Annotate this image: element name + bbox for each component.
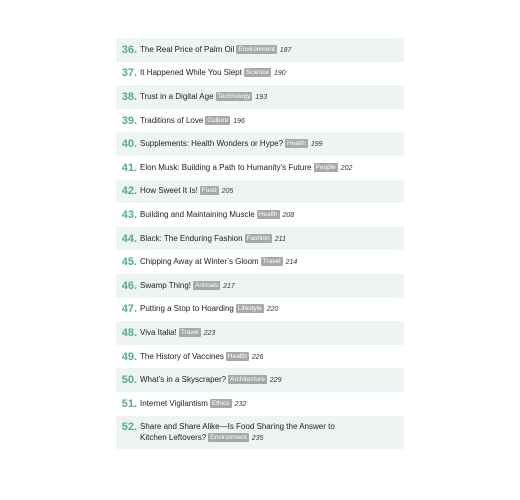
- page-number: 232: [234, 400, 247, 408]
- page-number: 223: [203, 329, 216, 337]
- page-number: 229: [269, 377, 282, 385]
- page-number: 187: [279, 46, 292, 54]
- entry-title: What’s in a Skyscraper?: [140, 375, 227, 385]
- entry-text: [140, 185, 233, 197]
- page-number: 208: [282, 211, 295, 219]
- entry-title: Swamp Thing!: [140, 280, 191, 290]
- category-tag: Science: [245, 69, 269, 77]
- entry-title: Share and Share Alike—Is Food Sharing the Answer to Kitchen Leftovers?: [140, 421, 335, 442]
- page-number: 190: [273, 70, 286, 78]
- page-number: 214: [285, 259, 298, 267]
- toc-entry[interactable]: [116, 392, 404, 416]
- toc-entry[interactable]: [116, 38, 404, 62]
- entry-title: Chipping Away at Winter’s Gloom: [140, 257, 259, 267]
- page-number: 220: [266, 306, 279, 314]
- toc-entry[interactable]: [116, 368, 404, 392]
- entry-number: 51.: [121, 397, 137, 410]
- toc-entry[interactable]: [116, 203, 404, 227]
- entry-text: [140, 138, 323, 150]
- table-of-contents: [116, 38, 404, 449]
- toc-entry[interactable]: [116, 274, 404, 298]
- category-tag: Ethics: [211, 399, 230, 407]
- toc-entry[interactable]: [116, 180, 404, 204]
- category-tag: Animals: [195, 281, 219, 289]
- category-tag: Travel: [262, 258, 281, 266]
- entry-title: Trust in a Digital Age: [140, 91, 214, 101]
- category-tag: Health: [258, 210, 278, 218]
- toc-entry[interactable]: [116, 298, 404, 322]
- category-tag: Health: [227, 352, 247, 360]
- toc-entry[interactable]: [116, 62, 404, 86]
- page-number: 217: [223, 282, 235, 290]
- category-tag: Culture: [207, 116, 229, 124]
- entry-title: The Real Price of Palm Oil: [140, 44, 235, 54]
- entry-title: Putting a Stop to Hoarding: [140, 304, 234, 314]
- entry-title: Internet Vigilantism: [140, 398, 208, 408]
- entry-title: Black: The Enduring Fashion: [140, 233, 243, 243]
- entry-text: [140, 44, 291, 56]
- category-tag: Lifestyle: [237, 305, 262, 313]
- page-number: 211: [274, 235, 286, 243]
- category-tag: Fashion: [246, 234, 270, 242]
- page-number: 226: [251, 353, 264, 361]
- category-tag: Travel: [180, 328, 199, 336]
- entry-title: Building and Maintaining Muscle: [140, 209, 255, 219]
- toc-entry[interactable]: [116, 416, 404, 449]
- page-number: 205: [221, 188, 234, 196]
- entry-text: [140, 162, 352, 174]
- entry-title: How Sweet It Is!: [140, 186, 198, 196]
- toc-entry[interactable]: [116, 321, 404, 345]
- toc-entry[interactable]: [116, 132, 404, 156]
- entry-text: [140, 351, 263, 363]
- entry-text: [140, 374, 281, 386]
- entry-title: Supplements: Health Wonders or Hype?: [140, 139, 284, 149]
- toc-entry[interactable]: [116, 345, 404, 369]
- entry-number: 37.: [121, 67, 137, 80]
- page-number: 202: [340, 164, 353, 172]
- entry-title: Viva Italia!: [140, 327, 177, 337]
- entry-title: The History of Vaccines: [140, 351, 224, 361]
- entry-number: 42.: [121, 185, 137, 198]
- entry-text: [140, 115, 245, 127]
- toc-entry[interactable]: [116, 85, 404, 109]
- entry-number: 52.: [121, 420, 137, 433]
- toc-entry[interactable]: [116, 250, 404, 274]
- entry-title: It Happened While You Slept: [140, 68, 242, 78]
- entry-text: [140, 280, 235, 292]
- category-tag: Food: [201, 187, 217, 195]
- entry-number: 49.: [121, 350, 137, 363]
- entry-number: 47.: [121, 303, 137, 316]
- entry-number: 40.: [121, 138, 137, 151]
- page-number: 235: [251, 434, 264, 442]
- entry-number: 43.: [121, 208, 137, 221]
- entry-text: [140, 303, 278, 315]
- category-tag: People: [315, 163, 336, 171]
- entry-text: [140, 398, 246, 410]
- entry-number: 48.: [121, 326, 137, 339]
- entry-number: 41.: [121, 161, 137, 174]
- entry-text: [140, 209, 294, 221]
- page-number: 196: [233, 117, 245, 125]
- toc-entry[interactable]: [116, 109, 404, 133]
- entry-number: 46.: [121, 279, 137, 292]
- entry-number: 45.: [121, 256, 137, 269]
- entry-title: Elon Musk: Building a Path to Humanity’s Future: [140, 162, 312, 172]
- entry-text: [140, 256, 297, 268]
- entry-number: 50.: [121, 374, 137, 387]
- toc-entry[interactable]: [116, 227, 404, 251]
- entry-text: [140, 327, 215, 339]
- category-tag: Health: [287, 140, 306, 148]
- category-tag: Environment: [238, 45, 275, 53]
- entry-text: [140, 421, 350, 444]
- entry-number: 36.: [121, 43, 137, 56]
- category-tag: Environment: [210, 433, 247, 441]
- entry-number: 39.: [121, 114, 137, 127]
- category-tag: Technology: [217, 92, 251, 100]
- toc-entry[interactable]: [116, 156, 404, 180]
- page-number: 199: [310, 141, 323, 149]
- entry-number: 44.: [121, 232, 137, 245]
- category-tag: Architecture: [230, 376, 265, 384]
- entry-text: [140, 67, 286, 79]
- entry-text: [140, 91, 267, 103]
- entry-number: 38.: [121, 90, 137, 103]
- entry-title: Traditions of Love: [140, 115, 204, 125]
- page-number: 193: [255, 93, 268, 101]
- entry-text: [140, 233, 286, 245]
